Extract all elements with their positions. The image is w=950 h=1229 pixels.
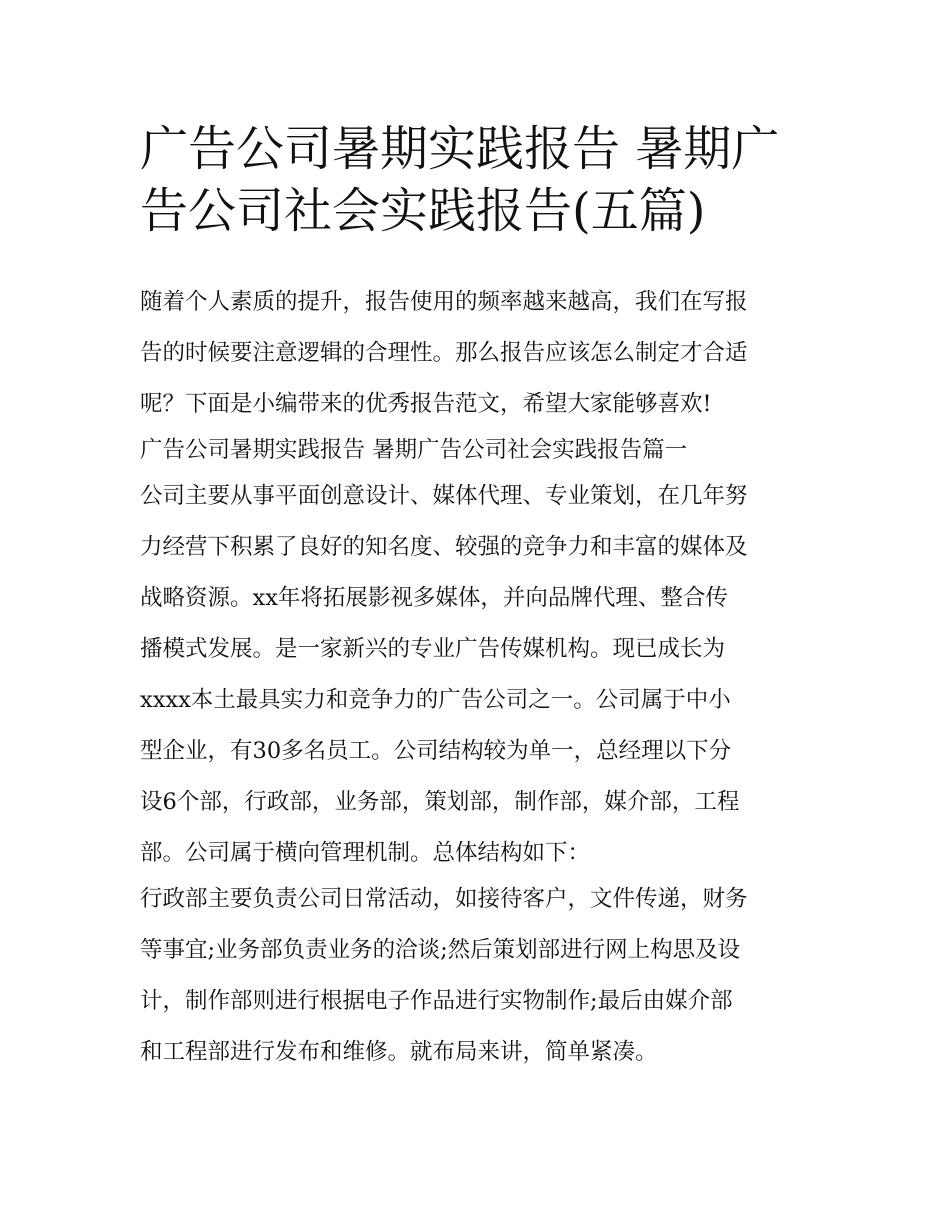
paragraph1-line-3: 战略资源。xx年将拓展影视多媒体，并向品牌代理、整合传 [140, 585, 728, 611]
paragraph1-line-7: 设6个部，行政部，业务部，策划部，制作部，媒介部，工程 [140, 789, 740, 815]
paragraph1-line-4: 播模式发展。是一家新兴的专业广告传媒机构。现已成长为 [140, 636, 726, 662]
paragraph2-line-1: 行政部主要负责公司日常活动，如接待客户，文件传递，财务 [140, 886, 748, 912]
intro-line-2: 告的时候要注意逻辑的合理性。那么报告应该怎么制定才合适 [140, 340, 748, 366]
title-line-2: 告公司社会实践报告(五篇) [140, 183, 706, 239]
paragraph1-line-1: 公司主要从事平面创意设计、媒体代理、专业策划，在几年努 [140, 483, 748, 509]
paragraph1-line-5: xxxx本土最具实力和竞争力的广告公司之一。公司属于中小 [140, 687, 731, 713]
section-heading: 广告公司暑期实践报告 暑期广告公司社会实践报告篇一 [140, 437, 688, 463]
paragraph1-line-6: 型企业，有30多名员工。公司结构较为单一，总经理以下分 [140, 738, 732, 764]
paragraph-company-overview [140, 476, 830, 879]
intro-paragraph [140, 282, 830, 430]
paragraph1-line-8: 部。公司属于横向管理机制。总体结构如下： [140, 840, 591, 866]
document-body [140, 282, 830, 1083]
intro-line-3: 呢？下面是小编带来的优秀报告范文，希望大家能够喜欢! [140, 391, 712, 417]
paragraph2-line-4: 和工程部进行发布和维修。就布局来讲，简单紧凑。 [140, 1039, 658, 1065]
document-title [140, 118, 820, 242]
paragraph1-line-2: 力经营下积累了良好的知名度、较强的竞争力和丰富的媒体及 [140, 534, 748, 560]
paragraph2-line-2: 等事宜;业务部负责业务的洽谈;然后策划部进行网上构思及设 [140, 937, 741, 963]
title-line-1: 广告公司暑期实践报告 暑期广 [140, 121, 780, 177]
paragraph-department-duties [140, 879, 830, 1083]
intro-line-1: 随着个人素质的提升，报告使用的频率越来越高，我们在写报 [140, 289, 748, 315]
paragraph2-line-3: 计，制作部则进行根据电子作品进行实物制作;最后由媒介部 [140, 988, 733, 1014]
